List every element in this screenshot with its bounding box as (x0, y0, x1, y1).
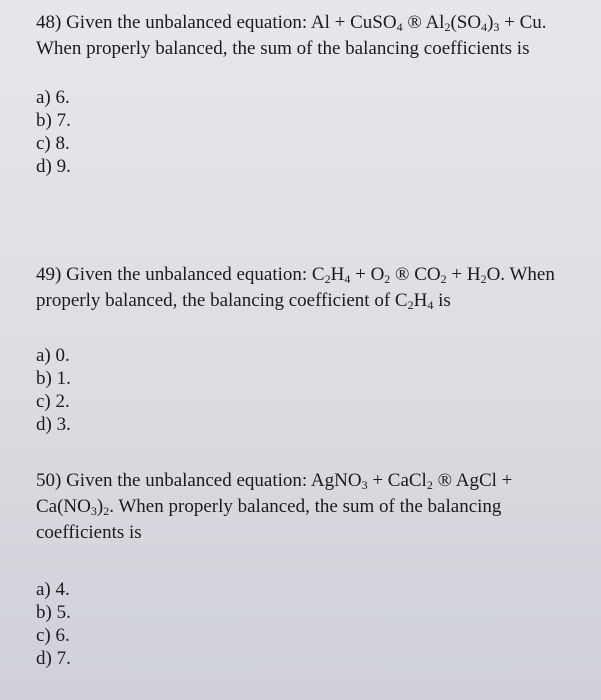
question-stem: 49) Given the unbalanced equation: $C_2H_4 + O_2$ ® $CO_2 + H_2O$. When properly balanced, the balancing coefficient of $C_2H_4$ is (36, 264, 555, 312)
answer-options (36, 86, 576, 178)
option-a: a) 0. (36, 345, 70, 366)
subscript: 2 (444, 20, 451, 34)
answer-options (36, 578, 576, 670)
question-stem: 50) Given the unbalanced equation: AgNO$_3$ + CaCl$_2$ ® AgCl + $Ca(NO_3)_2$. When properly balanced, the sum of the balancing coefficients is (36, 470, 513, 543)
question-49 (36, 262, 576, 436)
question-50 (36, 468, 576, 670)
option-b: b) 1. (36, 368, 71, 389)
subscript: 4 (427, 298, 434, 312)
subscript: 2 (384, 272, 391, 286)
option-b: b) 7. (36, 110, 71, 131)
subscript: 2 (426, 478, 433, 492)
subscript: 2 (480, 272, 487, 286)
option-b: b) 5. (36, 602, 71, 623)
option-a: a) 4. (36, 579, 70, 600)
subscript: 2 (407, 298, 414, 312)
option-c: c) 2. (36, 391, 70, 412)
subscript: 4 (344, 272, 351, 286)
subscript: 2 (440, 272, 447, 286)
question-number: 49) (36, 264, 67, 285)
subscript: 4 (481, 20, 488, 34)
question-stem: 48) Given the unbalanced equation: Al + CuSO$_4$ ® $Al_2(SO_4)_3 + Cu$. When properly balanced, the sum of the balancing coefficients is (36, 12, 547, 59)
option-c: c) 8. (36, 133, 70, 154)
option-c: c) 6. (36, 625, 70, 646)
question-number: 48) (36, 12, 67, 33)
option-a: a) 6. (36, 87, 70, 108)
subscript: 2 (103, 504, 110, 518)
subscript: 3 (361, 478, 368, 492)
subscript: 4 (396, 20, 403, 34)
question-number: 50) (36, 470, 67, 491)
subscript: 3 (90, 504, 97, 518)
answer-options (36, 344, 576, 436)
option-d: d) 3. (36, 414, 71, 435)
option-d: d) 9. (36, 156, 71, 177)
subscript: 3 (493, 20, 500, 34)
subscript: 2 (324, 272, 331, 286)
option-d: d) 7. (36, 648, 71, 669)
question-48 (36, 10, 576, 178)
